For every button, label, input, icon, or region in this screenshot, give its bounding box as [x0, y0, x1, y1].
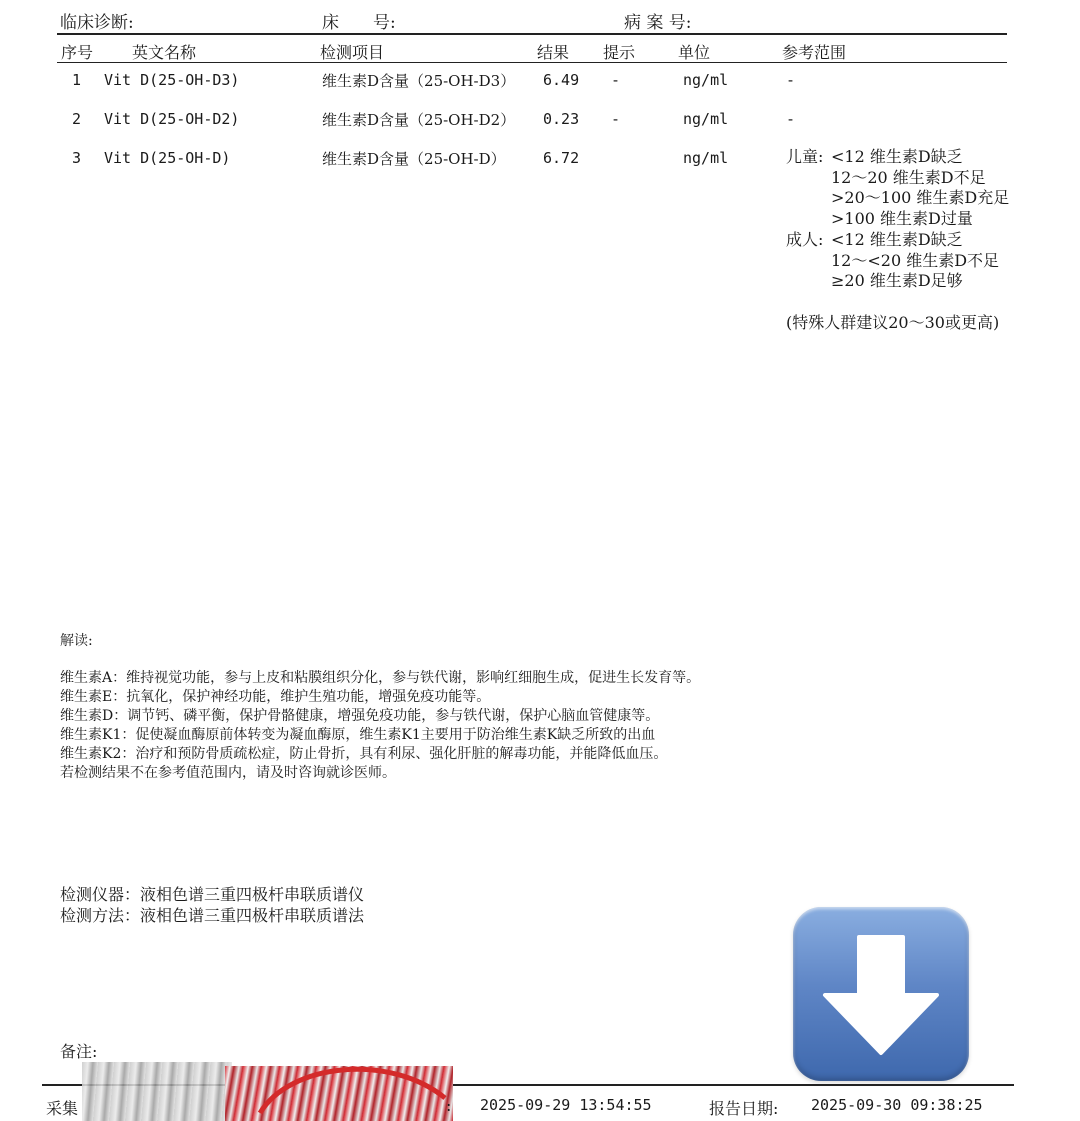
redaction-mark — [82, 1062, 232, 1121]
test-instrument: 检测仪器：液相色谱三重四极杆串联质谱仪 — [60, 885, 365, 904]
ref-children-line: >20～100 维生素D充足 — [831, 188, 1010, 207]
test-method: 检测方法：液相色谱三重四极杆串联质谱法 — [60, 906, 365, 925]
table-header-rule — [57, 62, 1007, 63]
ref-special-note: (特殊人群建议20～30或更高) — [786, 313, 1000, 332]
interpretation-line: 维生素K2：治疗和预防骨质疏松症，防止骨折，具有利尿、强化肝脏的解毒功能，并能降低血压。 — [60, 746, 668, 762]
row-index: 3 — [72, 149, 82, 167]
interpretation-line: 维生素A：维持视觉功能，参与上皮和粘膜组织分化，参与铁代谢，影响红细胞生成，促进生长发育等。 — [60, 670, 701, 686]
row-result: 6.49 — [543, 71, 580, 89]
col-header-result: 结果 — [537, 43, 570, 62]
interpretation-line: 若检测结果不在参考值范围内，请及时咨询就诊医师。 — [60, 765, 396, 781]
collect-colon: : — [446, 1096, 452, 1115]
ref-children-line: <12 维生素D缺乏 — [831, 147, 963, 166]
ref-children-line: 12～20 维生素D不足 — [831, 168, 986, 187]
interpretation-line: 维生素D：调节钙、磷平衡，保护骨骼健康，增强免疫功能，参与铁代谢，保护心脑血管健康等。 — [60, 708, 660, 724]
row-unit: ng/ml — [683, 110, 729, 128]
row-result: 0.23 — [543, 110, 580, 128]
row-reference: - — [786, 71, 796, 89]
clinical-diagnosis-label: 临床诊断: — [60, 13, 134, 33]
col-header-unit: 单位 — [678, 43, 711, 62]
ref-adults-line: 12～<20 维生素D不足 — [831, 251, 1000, 270]
ref-adults-label: 成人: — [786, 230, 824, 249]
collect-label: 采集 — [46, 1099, 79, 1118]
table-top-rule — [57, 33, 1007, 35]
row-english-name: Vit D(25-OH-D3) — [104, 71, 240, 89]
row-test-item: 维生素D含量（25-OH-D2） — [322, 111, 516, 129]
interpretation-line: 维生素E：抗氧化，保护神经功能，维护生殖功能，增强免疫功能等。 — [60, 689, 491, 705]
report-date-label: 报告日期: — [709, 1099, 779, 1118]
report-time: 2025-09-30 09:38:25 — [811, 1096, 983, 1114]
row-test-item: 维生素D含量（25-OH-D3） — [322, 72, 516, 90]
download-button[interactable] — [793, 907, 969, 1081]
download-arrow-icon — [793, 907, 969, 1081]
col-header-index: 序号 — [61, 43, 94, 62]
case-number-label: 病 案 号: — [624, 13, 692, 33]
ref-adults-line: <12 维生素D缺乏 — [831, 230, 963, 249]
col-header-reference: 参考范围 — [782, 43, 847, 62]
col-header-english: 英文名称 — [132, 43, 197, 62]
ref-children-line: >100 维生素D过量 — [831, 209, 973, 228]
row-result: 6.72 — [543, 149, 580, 167]
row-english-name: Vit D(25-OH-D2) — [104, 110, 240, 128]
ref-adults-line: ≥20 维生素D足够 — [831, 271, 963, 290]
row-index: 1 — [72, 71, 82, 89]
interpretation-title: 解读: — [60, 633, 93, 649]
row-test-item: 维生素D含量（25-OH-D） — [322, 150, 506, 168]
row-index: 2 — [72, 110, 82, 128]
red-stamp-seal — [250, 1058, 450, 1121]
row-english-name: Vit D(25-OH-D) — [104, 149, 231, 167]
row-hint: - — [611, 71, 621, 89]
row-hint: - — [611, 110, 621, 128]
col-header-hint: 提示 — [603, 43, 636, 62]
row-unit: ng/ml — [683, 149, 729, 167]
interpretation-line: 维生素K1：促使凝血酶原前体转变为凝血酶原，维生素K1主要用于防治维生素K缺乏所致的出血 — [60, 727, 656, 743]
row-unit: ng/ml — [683, 71, 729, 89]
ref-children-label: 儿童: — [786, 147, 824, 166]
row-reference: - — [786, 110, 796, 128]
col-header-item: 检测项目 — [320, 43, 385, 62]
remarks-label: 备注: — [60, 1042, 98, 1061]
bed-number-label: 床 号: — [322, 13, 396, 33]
collect-time: 2025-09-29 13:54:55 — [480, 1096, 652, 1114]
